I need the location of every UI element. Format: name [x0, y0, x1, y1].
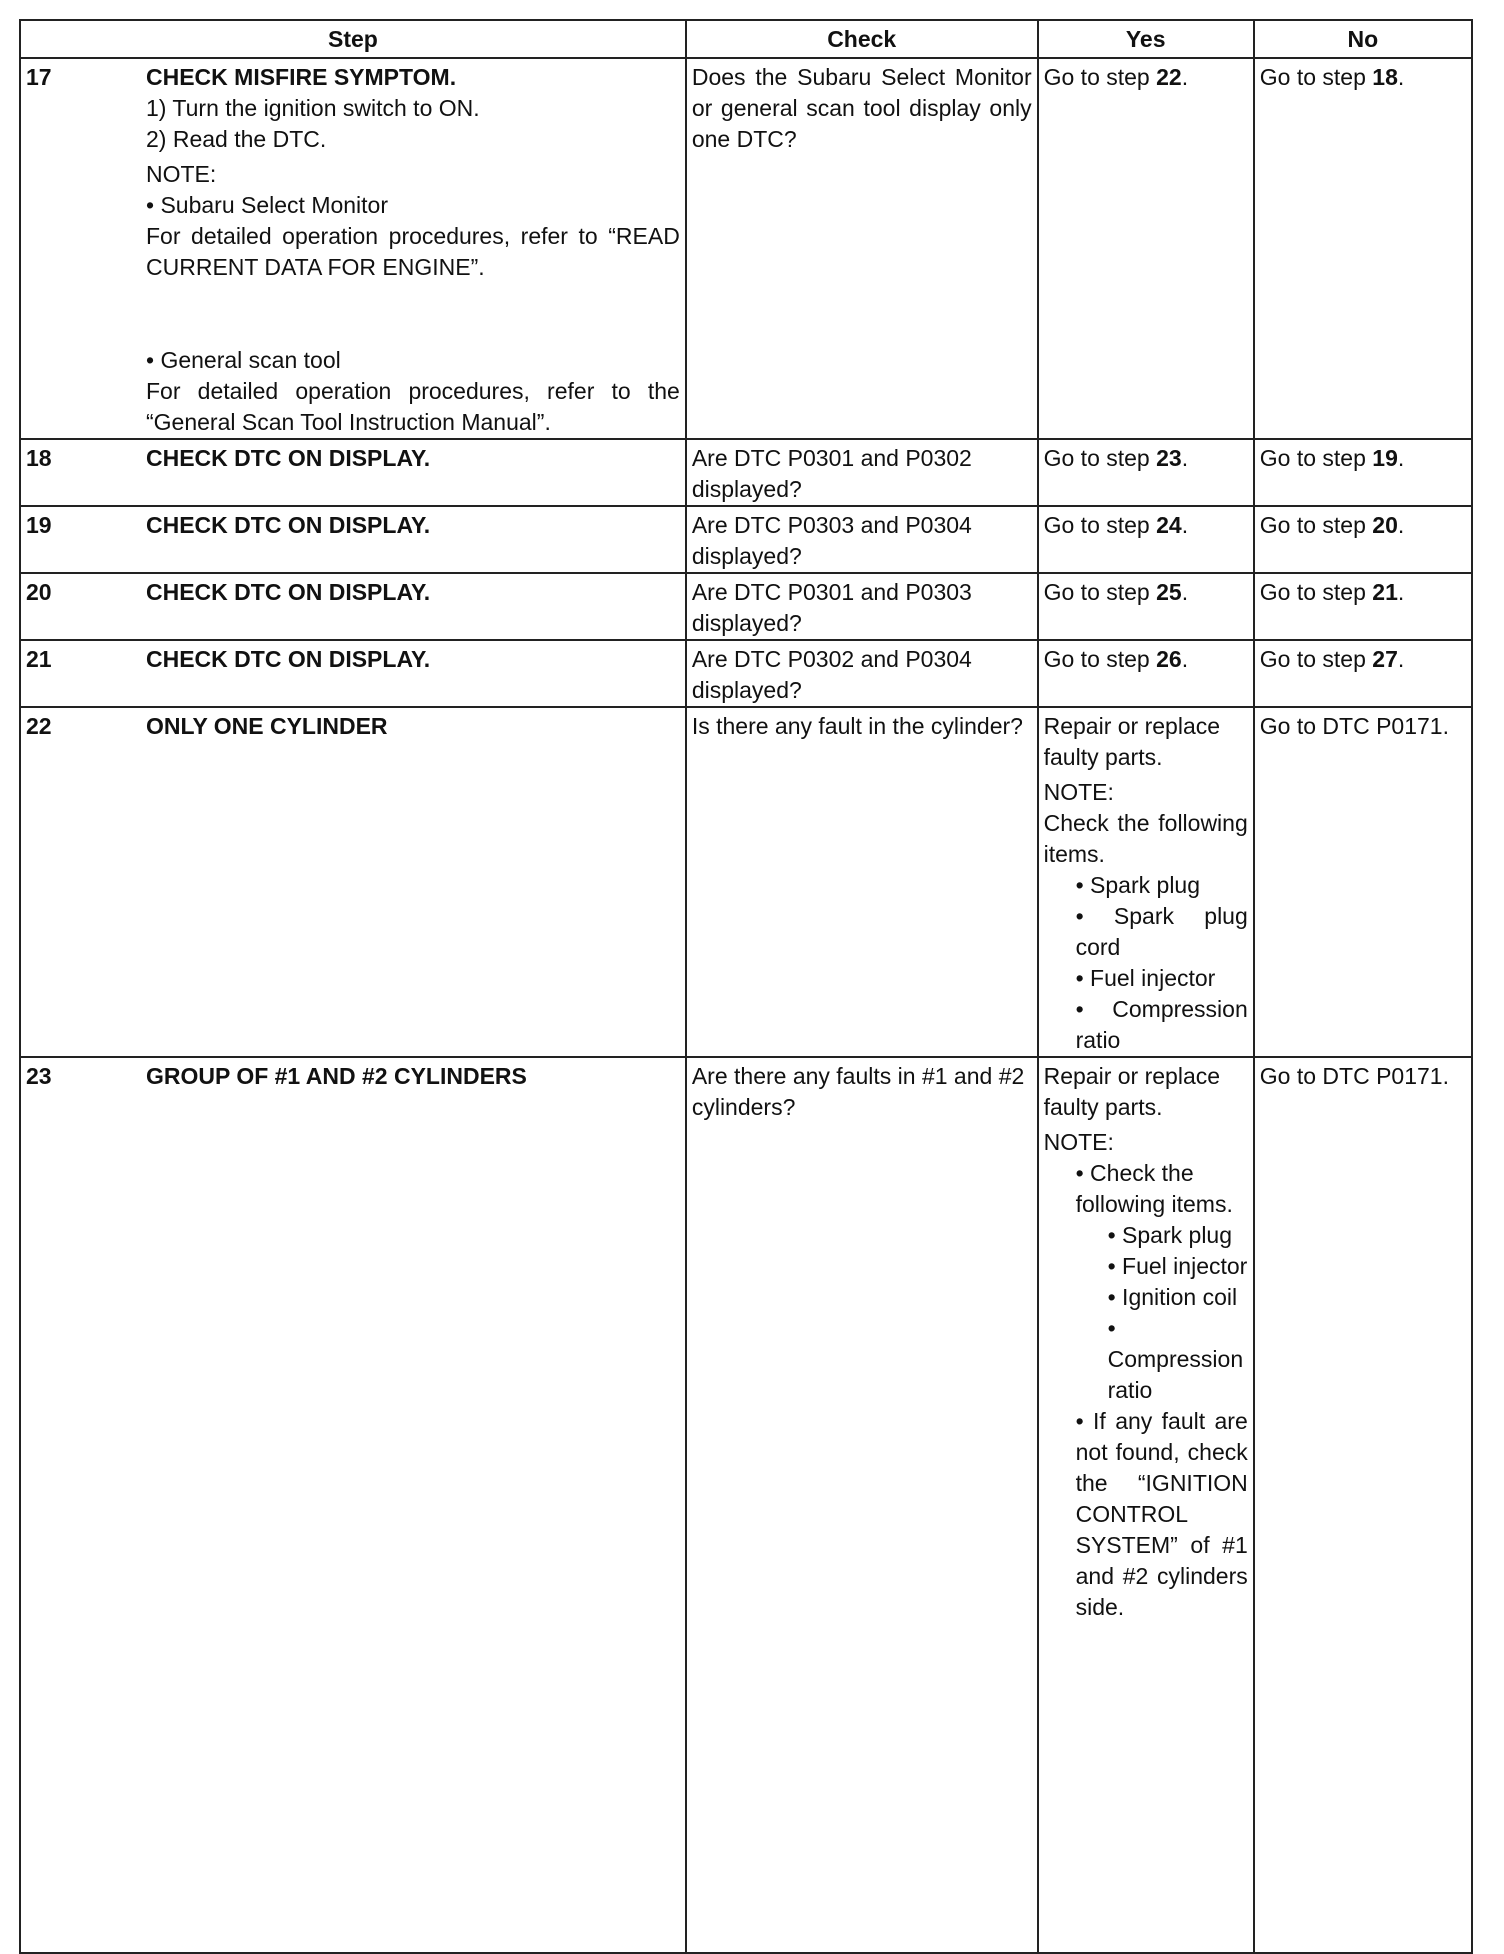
- table-header-row: [20, 20, 1472, 58]
- repair-text: Repair or replace faulty parts.: [1043, 1063, 1221, 1120]
- step-cell: [20, 1057, 686, 1953]
- no-cell: Go to step 21.: [1254, 573, 1472, 640]
- step-title: CHECK MISFIRE SYMPTOM.: [146, 64, 457, 90]
- table-row: [20, 640, 1472, 707]
- list-item: • Compression ratio: [1075, 996, 1248, 1053]
- note-bullet: • Check the following items.: [1075, 1160, 1233, 1217]
- table-row: [20, 58, 1472, 439]
- note-bullet: • Subaru Select Monitor: [146, 192, 389, 218]
- step-number: 21: [26, 646, 52, 672]
- step-number: 17: [26, 64, 52, 90]
- step-title: ONLY ONE CYLINDER: [146, 713, 388, 739]
- note-bullet: • General scan tool: [146, 347, 341, 373]
- check-cell: Does the Subaru Select Monitor or general scan tool display only one DTC?: [686, 58, 1038, 439]
- note-label: NOTE:: [1043, 1129, 1114, 1155]
- no-cell: Go to DTC P0171.: [1254, 1057, 1472, 1953]
- note-text: For detailed operation procedures, refer to “READ CURRENT DATA FOR ENGINE”.: [146, 223, 680, 280]
- yes-cell: [1038, 1057, 1254, 1953]
- yes-cell: Go to step 26.: [1038, 640, 1254, 707]
- table-row: [20, 1057, 1472, 1953]
- yes-cell: [1038, 707, 1254, 1057]
- yes-cell: Go to step 23.: [1038, 439, 1254, 506]
- list-item: • Spark plug: [1107, 1222, 1233, 1248]
- step-number: 22: [26, 713, 52, 739]
- step-cell: [20, 506, 686, 573]
- table-row: [20, 707, 1472, 1057]
- header-yes: Yes: [1038, 20, 1254, 58]
- step-title: CHECK DTC ON DISPLAY.: [146, 512, 431, 538]
- list-item: • Compression ratio: [1107, 1315, 1244, 1403]
- header-no: No: [1254, 20, 1472, 58]
- list-item: • Fuel injector: [1107, 1253, 1248, 1279]
- list-item: • Ignition coil: [1107, 1284, 1238, 1310]
- step-cell: [20, 439, 686, 506]
- no-cell: Go to step 19.: [1254, 439, 1472, 506]
- no-cell: Go to step 27.: [1254, 640, 1472, 707]
- note-bullet: • If any fault are not found, check the “IGNITION CONTROL SYSTEM” of #1 and #2 cylinders side.: [1075, 1408, 1248, 1620]
- step-cell: [20, 58, 686, 439]
- repair-text: Repair or replace faulty parts.: [1043, 713, 1221, 770]
- step-number: 20: [26, 579, 52, 605]
- step-cell: [20, 707, 686, 1057]
- yes-cell: Go to step 25.: [1038, 573, 1254, 640]
- header-step: Step: [20, 20, 686, 58]
- table-row: [20, 573, 1472, 640]
- check-cell: Are DTC P0303 and P0304 displayed?: [686, 506, 1038, 573]
- step-number: 18: [26, 445, 52, 471]
- step-title: GROUP OF #1 AND #2 CYLINDERS: [146, 1063, 527, 1089]
- table-row: [20, 439, 1472, 506]
- note-label: NOTE:: [1043, 779, 1114, 805]
- no-cell: Go to DTC P0171.: [1254, 707, 1472, 1057]
- check-cell: Is there any fault in the cylinder?: [686, 707, 1038, 1057]
- no-cell: Go to step 20.: [1254, 506, 1472, 573]
- yes-cell: Go to step 24.: [1038, 506, 1254, 573]
- note-label: NOTE:: [146, 161, 217, 187]
- check-cell: Are DTC P0301 and P0303 displayed?: [686, 573, 1038, 640]
- step-cell: [20, 640, 686, 707]
- step-number: 19: [26, 512, 52, 538]
- step-instruction: 2) Read the DTC.: [146, 126, 327, 152]
- header-check: Check: [686, 20, 1038, 58]
- step-title: CHECK DTC ON DISPLAY.: [146, 646, 431, 672]
- list-item: • Spark plug: [1075, 872, 1201, 898]
- step-number: 23: [26, 1063, 52, 1089]
- step-title: CHECK DTC ON DISPLAY.: [146, 579, 431, 605]
- step-title: CHECK DTC ON DISPLAY.: [146, 445, 431, 471]
- no-cell: Go to step 18.: [1254, 58, 1472, 439]
- diagnostic-table: [19, 19, 1473, 1954]
- check-cell: Are there any faults in #1 and #2 cylinders?: [686, 1057, 1038, 1953]
- table-row: [20, 506, 1472, 573]
- step-cell: [20, 573, 686, 640]
- check-cell: Are DTC P0302 and P0304 displayed?: [686, 640, 1038, 707]
- list-item: • Spark plug cord: [1075, 903, 1248, 960]
- check-cell: Are DTC P0301 and P0302 displayed?: [686, 439, 1038, 506]
- note-text: Check the following items.: [1043, 810, 1248, 867]
- list-item: • Fuel injector: [1075, 965, 1216, 991]
- note-text: For detailed operation procedures, refer to the “General Scan Tool Instruction Manual”.: [146, 378, 680, 435]
- step-instruction: 1) Turn the ignition switch to ON.: [146, 95, 480, 121]
- yes-cell: Go to step 22.: [1038, 58, 1254, 439]
